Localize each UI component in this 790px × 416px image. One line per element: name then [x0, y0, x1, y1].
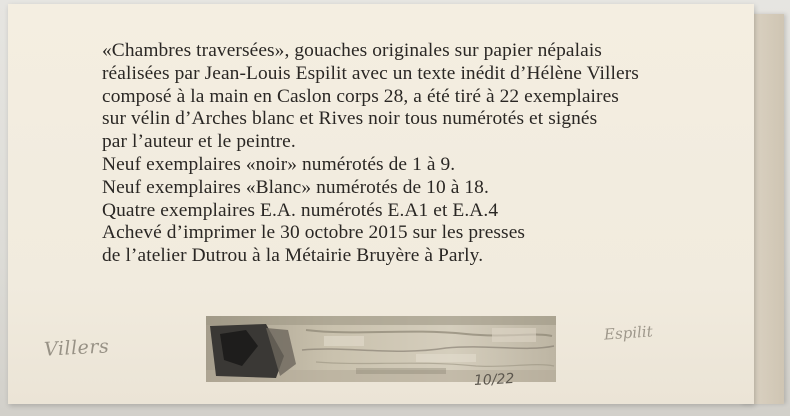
colophon-line: Achevé d’imprimer le 30 octobre 2015 sur les presses	[102, 222, 526, 244]
colophon-line: Neuf exemplaires «noir» numérotés de 1 à 9.	[102, 153, 456, 175]
colophon-line: sur vélin d’Arches blanc et Rives noir tous numérotés et signés	[102, 108, 598, 130]
colophon-text	[102, 40, 722, 268]
author-signature: Villers	[43, 335, 110, 361]
colophon-line: Quatre exemplaires E.A. numérotés E.A1 et E.A.4	[102, 199, 499, 221]
painter-signature: Espilit	[603, 322, 654, 344]
colophon-line: réalisées par Jean-Louis Espilit avec un texte inédit d’Hélène Villers	[102, 62, 639, 84]
edition-number: 10/22	[473, 370, 515, 390]
colophon-line: par l’auteur et le peintre.	[102, 131, 296, 153]
colophon-line: de l’atelier Dutrou à la Métairie Bruyère à Parly.	[102, 245, 484, 267]
colophon-page	[8, 4, 754, 404]
colophon-line: Neuf exemplaires «Blanc» numérotés de 10 à 18.	[102, 176, 489, 198]
colophon-line: «Chambres traversées», gouaches originales sur papier népalais	[102, 40, 602, 61]
colophon-line: composé à la main en Caslon corps 28, a été tiré à 22 exemplaires	[102, 85, 619, 107]
